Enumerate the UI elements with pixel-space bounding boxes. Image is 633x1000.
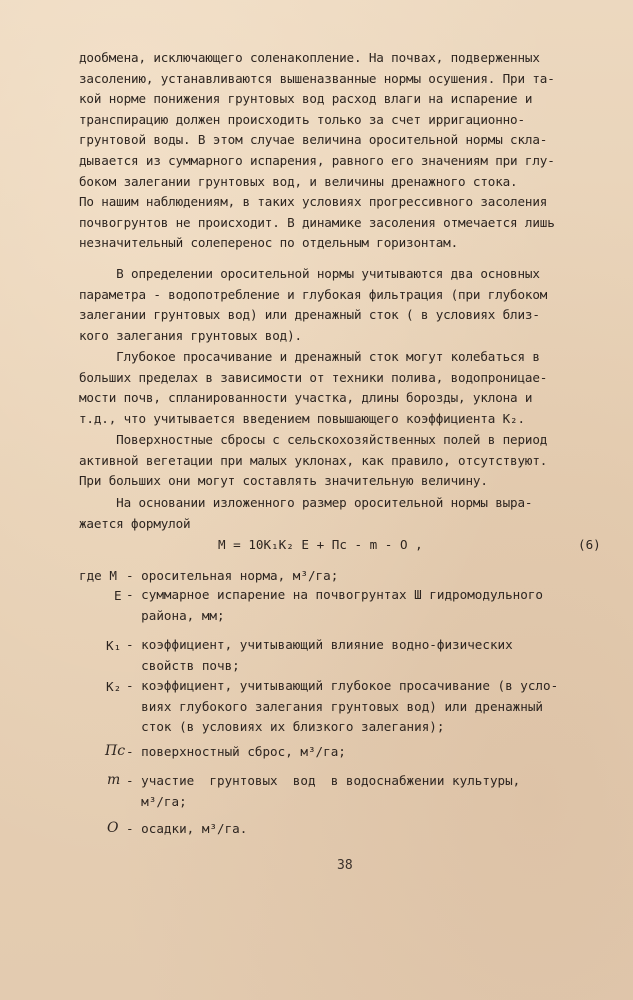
definition-text-m-small: - участие грунтовых вод в водоснабжении культуры, м³/га;: [126, 773, 521, 809]
definition-symbol-e: E: [114, 588, 122, 603]
definition-text-e: - суммарное испарение на почвогрунтах Ш гидромодульного района, мм;: [126, 587, 544, 623]
definition-symbol-m-small: m: [107, 772, 121, 788]
definition-text-pc: - поверхностный сброс, м³/га;: [126, 744, 346, 759]
definition-symbol-o: O: [107, 820, 119, 836]
definition-text-m: - оросительная норма, м³/га;: [126, 568, 339, 583]
definition-text-o: - осадки, м³/га.: [126, 821, 248, 836]
page-number: 38: [337, 858, 353, 873]
paragraph-5: На основании изложенного размер оросительной нормы выра- жается формулой: [79, 495, 533, 531]
paragraph-4: Поверхностные сбросы с сельскохозяйственных полей в период активной вегетации при малых уклонах, как правило, отсутствуют. При больших они могут составлять значительную величину.: [79, 432, 548, 489]
formula-block: [0, 537, 633, 559]
formula-6: M = 10K₁K₂ E + Пс - m - O ,: [218, 537, 423, 552]
definition-symbol-k2: K₂: [106, 679, 122, 694]
definition-text-k1: - коэффициент, учитывающий влияние водно-физических свойств почв;: [126, 637, 513, 673]
definition-text-k2: - коэффициент, учитывающий глубокое просачивание (в усло- виях глубокого залегания грунтовых вод) или дренажный сток (в условиях их близкого залегания);: [126, 678, 559, 735]
paragraph-3: Глубокое просачивание и дренажный сток могут колебаться в больших пределах в зависимости от техники полива, водопроницае- мости почв, спланированности участка, длины борозды, уклона и т.д., что учитывается введением повышающего коэффициента K₂.: [79, 349, 548, 426]
where-label: где M: [79, 568, 117, 583]
definition-symbol-k1: K₁: [106, 638, 122, 653]
paragraph-2: В определении оросительной нормы учитываются два основных параметра - водопотребление и глубокая фильтрация (при глубоком залегании грунтовых вод) или дренажный сток ( в условиях близ- кого залегания грунтовых вод).: [79, 266, 548, 343]
paragraph-1: дообмена, исключающего соленакопление. На почвах, подверженных засолению, устанавливаются вышеназванные нормы осушения. При та- кой норме понижения грунтовых вод расход влаги на испарение и транспирацию должен происходить только за счет ирригационно- грунтовой воды. В этом случае величина оросительной нормы скла- дывается из суммарного испарения, равного его значениям при глу- боком залегании грунтовых вод, и величины дренажного стока. По нашим наблюдениям, в таких условиях прогрессивного засоления почвогрунтов не происходит. В динамике засоления отмечается лишь незначительный солеперенос по отдельным горизонтам.: [79, 50, 555, 251]
definition-symbol-pc: Пс: [105, 743, 126, 759]
formula-number: (6): [578, 537, 601, 552]
